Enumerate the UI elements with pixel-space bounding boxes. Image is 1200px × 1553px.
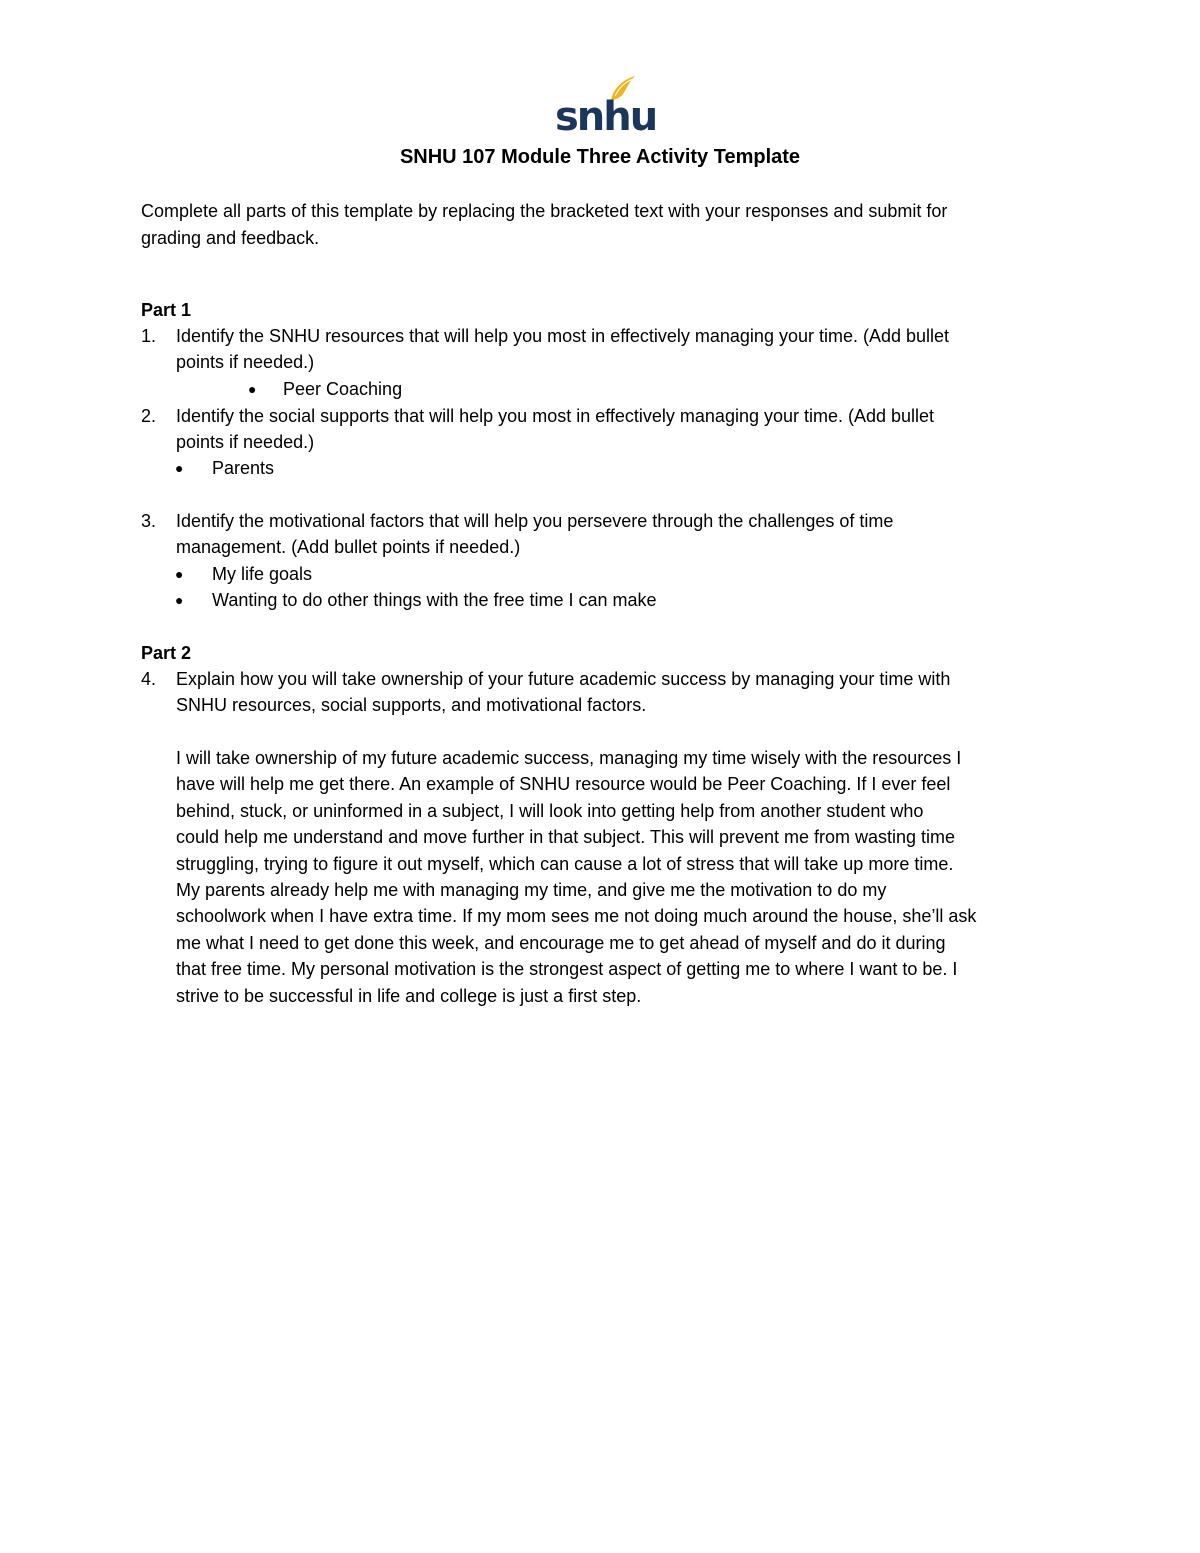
item-1-question-line-2: points if needed.): [176, 352, 315, 372]
item-3-number: 3.: [141, 511, 157, 531]
bullet-icon: ●: [175, 566, 184, 582]
item-3-bullet-2: Wanting to do other things with the free time I can make: [212, 590, 657, 610]
part2-heading: Part 2: [141, 643, 192, 663]
answer-line-2: have will help me get there. An example of SNHU resource would be Peer Coaching. If I ever feel: [176, 774, 951, 794]
answer-line-10: strive to be successful in life and college is just a first step.: [176, 986, 642, 1006]
instructions-line-2: grading and feedback.: [141, 228, 320, 248]
page-title: SNHU 107 Module Three Activity Template: [399, 146, 801, 168]
item-3-bullet-1: My life goals: [212, 564, 313, 584]
snhu-logo: [553, 72, 657, 140]
answer-line-7: schoolwork when I have extra time. If my mom sees me not doing much around the house, she’ll ask: [176, 906, 977, 926]
item-2-bullet-1: Parents: [212, 458, 275, 478]
bullet-icon: ●: [175, 592, 184, 608]
item-1-bullet-1: Peer Coaching: [283, 379, 403, 399]
item-1-question-line-1: Identify the SNHU resources that will help you most in effectively managing your time. (Add bullet: [176, 326, 950, 346]
answer-line-3: behind, stuck, or uninformed in a subject, I will look into getting help from another student who: [176, 801, 924, 821]
item-1-number: 1.: [141, 326, 157, 346]
item-4-question-line-2: SNHU resources, social supports, and motivational factors.: [176, 695, 647, 715]
answer-line-1: I will take ownership of my future academic success, managing my time wisely with the resources I: [176, 748, 962, 768]
answer-line-4: could help me understand and move further in that subject. This will prevent me from wasting time: [176, 827, 956, 847]
item-4-number: 4.: [141, 669, 157, 689]
bullet-icon: ●: [248, 381, 257, 397]
answer-line-5: struggling, trying to figure it out myself, which can cause a lot of stress that will take up more time.: [176, 854, 954, 874]
instructions-line-1: Complete all parts of this template by replacing the bracketed text with your responses and submit for: [141, 201, 948, 221]
part1-heading: Part 1: [141, 300, 192, 320]
answer-line-6: My parents already help me with managing my time, and give me the motivation to do my: [176, 880, 887, 900]
item-3-question-line-2: management. (Add bullet points if needed.): [176, 537, 521, 557]
answer-line-8: me what I need to get done this week, and encourage me to get ahead of myself and do it during: [176, 933, 946, 953]
bullet-icon: ●: [175, 460, 184, 476]
item-4-question-line-1: Explain how you will take ownership of your future academic success by managing your time with: [176, 669, 951, 689]
logo-wordmark: snhu: [555, 94, 657, 140]
item-2-question-line-1: Identify the social supports that will help you most in effectively managing your time. (Add bullet: [176, 406, 935, 426]
item-3-question-line-1: Identify the motivational factors that will help you persevere through the challenges of time: [176, 511, 894, 531]
answer-line-9: that free time. My personal motivation is the strongest aspect of getting me to where I want to be. I: [176, 959, 958, 979]
item-2-question-line-2: points if needed.): [176, 432, 315, 452]
item-2-number: 2.: [141, 406, 157, 426]
